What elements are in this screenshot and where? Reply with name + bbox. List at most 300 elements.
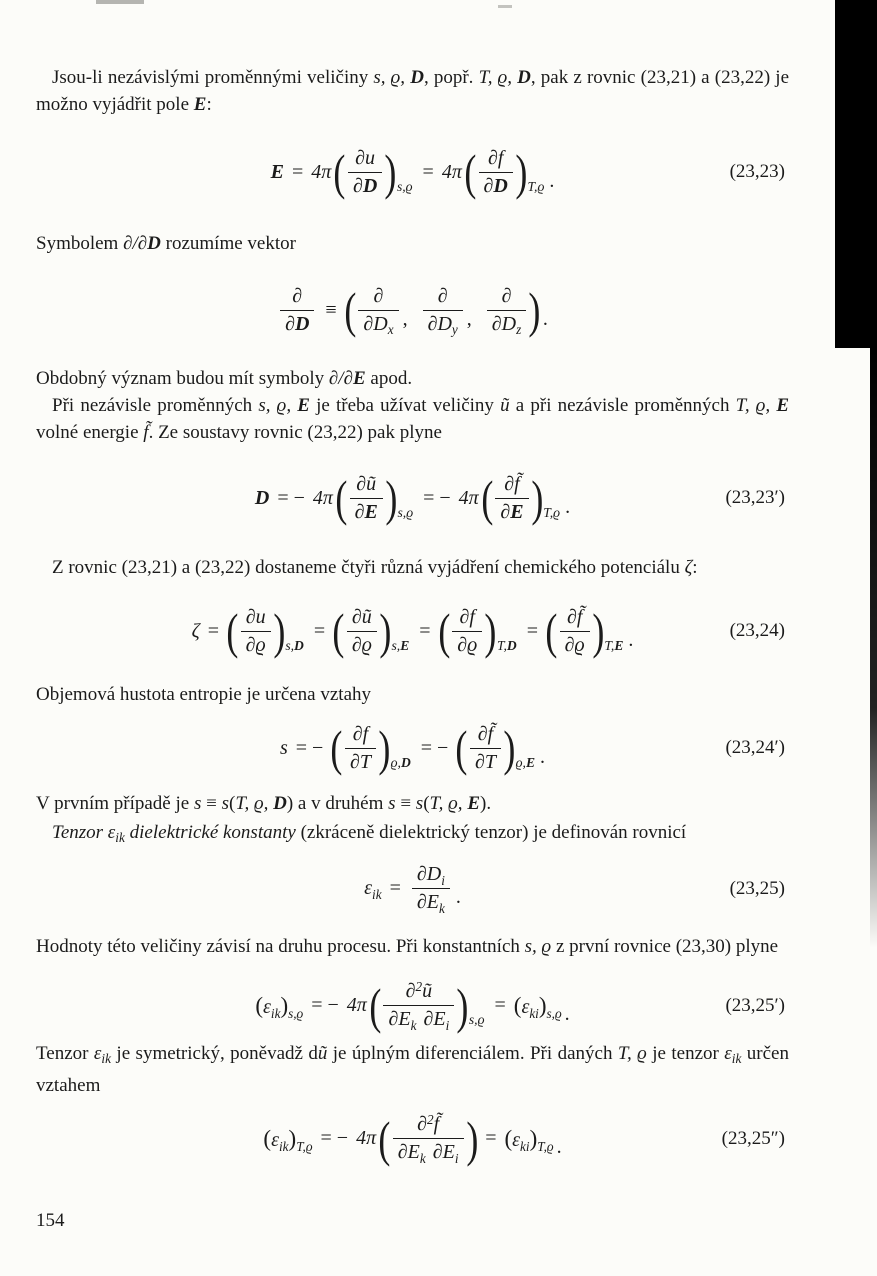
text-segment: s bbox=[415, 793, 424, 814]
right-paren: ) bbox=[456, 977, 469, 1034]
math-token: D bbox=[493, 174, 508, 197]
component-subscript: z bbox=[516, 322, 522, 338]
equation-23-23-prime bbox=[36, 466, 789, 530]
text-segment: ε bbox=[93, 1042, 102, 1064]
text-segment: E bbox=[193, 94, 207, 115]
right-paren: ) bbox=[538, 992, 547, 1018]
math-token: 4π bbox=[441, 160, 462, 183]
text-segment: ∂/∂ bbox=[328, 368, 353, 389]
text-segment: ∂/∂ bbox=[123, 233, 148, 254]
equiv-sign: ≡ bbox=[325, 298, 337, 321]
left-paren: ( bbox=[481, 470, 494, 526]
fraction bbox=[487, 283, 526, 338]
left-paren: ( bbox=[333, 144, 346, 200]
text-segment: ε bbox=[724, 1042, 732, 1064]
text-segment: : bbox=[206, 94, 212, 115]
math-token: ϱ, bbox=[515, 754, 526, 770]
right-paren: ) bbox=[503, 720, 516, 776]
math-token: E bbox=[400, 637, 410, 653]
math-token: u bbox=[365, 146, 376, 169]
math-token: = − bbox=[320, 1127, 349, 1150]
tensor-indices: ik bbox=[278, 1138, 289, 1154]
paragraph-symbol-definition bbox=[36, 230, 789, 257]
paragraph-process-dependence bbox=[36, 933, 789, 960]
math-token: f bbox=[497, 146, 504, 169]
math-token: ε bbox=[521, 995, 530, 1018]
right-paren: ) bbox=[484, 603, 497, 659]
end-period: . bbox=[542, 307, 548, 330]
text-segment: je úplným diferenciálem. Při daných bbox=[327, 1042, 618, 1064]
math-token: ζ bbox=[191, 619, 200, 642]
math-token: ∂ bbox=[423, 1008, 434, 1031]
text-segment: je třeba užívat veličiny bbox=[309, 395, 501, 416]
equation-body bbox=[277, 283, 548, 338]
math-token: f̃ bbox=[433, 1113, 440, 1136]
fraction bbox=[348, 145, 382, 200]
component-subscript: k bbox=[438, 901, 445, 917]
end-period: . bbox=[455, 886, 461, 909]
math-token: D bbox=[506, 637, 517, 653]
equation-23-25 bbox=[36, 859, 789, 919]
scan-artifact-corner bbox=[835, 0, 877, 348]
math-token: T, bbox=[604, 637, 615, 653]
text-segment: D bbox=[410, 67, 424, 88]
left-paren: ( bbox=[263, 1125, 272, 1151]
equation-body bbox=[271, 145, 555, 200]
math-token: = bbox=[389, 877, 401, 900]
math-token: ∂ bbox=[457, 633, 468, 656]
equation-number: (23,23) bbox=[729, 161, 785, 182]
left-paren: ( bbox=[255, 992, 264, 1018]
math-token: D bbox=[400, 754, 411, 770]
paragraph-entropy-density bbox=[36, 681, 789, 708]
equation-number: (23,24′) bbox=[725, 737, 785, 758]
math-token: = bbox=[419, 619, 431, 642]
text-segment: ) a v druhém bbox=[286, 793, 389, 814]
text-segment: s bbox=[193, 793, 202, 814]
text-segment: D bbox=[273, 793, 287, 814]
math-token: = bbox=[422, 160, 434, 183]
text-segment: s, ϱ, bbox=[258, 395, 298, 416]
comma: , bbox=[466, 307, 472, 330]
math-token: ∂ bbox=[373, 284, 384, 307]
constraint-subscript: T,ϱ bbox=[543, 504, 561, 520]
math-token: E bbox=[442, 1141, 455, 1164]
scan-artifact-edge bbox=[870, 348, 877, 948]
text-segment: E bbox=[467, 793, 480, 814]
text-segment: T, ϱ, bbox=[235, 793, 274, 814]
math-token: E bbox=[426, 891, 439, 914]
component-subscript: i bbox=[445, 1018, 450, 1034]
math-token: f bbox=[362, 722, 369, 745]
constraint-subscript bbox=[392, 638, 410, 654]
equation-body bbox=[192, 604, 634, 659]
math-token: = bbox=[494, 994, 506, 1017]
fraction bbox=[350, 471, 383, 526]
equation-body bbox=[263, 1111, 561, 1166]
equation-23-23 bbox=[36, 140, 789, 204]
component-subscript: k bbox=[419, 1151, 426, 1167]
math-token: ∂ bbox=[352, 722, 363, 745]
paragraph-independent-variables bbox=[36, 64, 789, 118]
right-paren: ) bbox=[378, 720, 391, 776]
math-token: E bbox=[614, 637, 624, 653]
text-segment: , popř. bbox=[423, 67, 479, 88]
end-period: . bbox=[549, 169, 555, 192]
fraction bbox=[560, 604, 590, 659]
constraint-subscript: s,ϱ bbox=[396, 178, 413, 194]
constraint-subscript: T,ϱ bbox=[296, 1138, 313, 1154]
math-token: ∂ bbox=[500, 500, 511, 523]
math-token: E bbox=[433, 1008, 446, 1031]
math-token: 4π bbox=[346, 994, 367, 1017]
math-token: = − bbox=[420, 736, 449, 759]
math-token: ∂ bbox=[474, 750, 485, 773]
math-token: = bbox=[291, 160, 304, 183]
end-period: . bbox=[556, 1136, 562, 1159]
text-segment: T, ϱ, bbox=[478, 67, 518, 88]
left-paren: ( bbox=[437, 603, 450, 659]
math-token: T bbox=[359, 750, 371, 773]
left-paren: ( bbox=[378, 1110, 391, 1167]
text-segment: , pak z rovnic (23,21) a (23,22) je možno vyjádřit pole bbox=[36, 67, 790, 115]
math-token: 4π bbox=[311, 160, 332, 183]
math-token: ∂ bbox=[487, 146, 498, 169]
equation-23-25-doubleprime bbox=[36, 1105, 789, 1173]
math-token: ∂ bbox=[349, 750, 360, 773]
math-token: ∂ bbox=[566, 605, 577, 628]
fraction bbox=[495, 471, 528, 526]
text-segment: s bbox=[388, 793, 396, 814]
math-token: ∂ bbox=[427, 312, 438, 335]
math-token: f̃ bbox=[576, 605, 583, 628]
math-token: ∂ bbox=[351, 633, 362, 656]
math-token: ∂ bbox=[245, 605, 256, 628]
text-segment: : bbox=[692, 557, 698, 578]
text-segment: T, ϱ bbox=[617, 1042, 647, 1064]
fraction bbox=[423, 283, 463, 338]
text-segment: ( bbox=[228, 793, 236, 814]
right-paren: ) bbox=[273, 603, 286, 659]
constraint-subscript: s,ϱ bbox=[546, 1005, 562, 1021]
math-token: s, bbox=[285, 637, 295, 653]
math-token: ∂ bbox=[354, 500, 365, 523]
text-segment: s bbox=[221, 793, 229, 814]
text-segment: T, ϱ, bbox=[735, 395, 777, 416]
component-subscript: y bbox=[451, 322, 458, 338]
math-token: f̃ bbox=[487, 722, 494, 745]
left-paren: ( bbox=[464, 144, 477, 200]
constraint-subscript: T,ϱ bbox=[527, 178, 545, 194]
right-paren: ) bbox=[528, 282, 541, 338]
text-segment: Při nezávisle proměnných bbox=[52, 395, 259, 416]
tensor-rhs bbox=[504, 1126, 553, 1152]
tensor-symbol bbox=[364, 877, 382, 903]
math-token: = − bbox=[295, 736, 324, 759]
equation-body bbox=[280, 721, 545, 776]
right-paren: ) bbox=[465, 1110, 478, 1167]
exponent: 2 bbox=[415, 978, 423, 994]
equation-number: (23,24) bbox=[729, 620, 785, 641]
math-token: ∂ bbox=[416, 863, 427, 886]
math-token: = − bbox=[311, 994, 339, 1017]
math-token: D bbox=[294, 637, 304, 653]
text-segment: ũ bbox=[317, 1042, 328, 1064]
math-token: ∂ bbox=[405, 980, 416, 1003]
left-paren: ( bbox=[330, 720, 343, 776]
math-token: = − bbox=[423, 486, 451, 509]
text-segment: Objemová hustota entropie je určena vztahy bbox=[36, 684, 372, 705]
right-paren: ) bbox=[592, 603, 605, 659]
math-token: u bbox=[255, 605, 266, 628]
math-token: E bbox=[525, 754, 536, 770]
text-segment: s, ϱ, bbox=[373, 67, 411, 88]
text-segment: T, ϱ, bbox=[429, 793, 468, 814]
constraint-subscript bbox=[285, 638, 304, 654]
text-segment: E bbox=[776, 395, 789, 416]
text-segment: Jsou-li nezávislými proměnnými veličiny bbox=[52, 67, 374, 88]
scan-artifact-speck bbox=[498, 5, 512, 8]
math-token: ∂ bbox=[352, 174, 363, 197]
constraint-subscript: s,ϱ bbox=[468, 1012, 485, 1028]
math-token: ∂ bbox=[459, 605, 470, 628]
math-token: 4π bbox=[356, 1127, 377, 1150]
math-token: ∂ bbox=[397, 1141, 408, 1164]
math-token: ∂ bbox=[501, 284, 512, 307]
math-token: 4π bbox=[312, 486, 333, 509]
text-segment: Obdobný význam budou mít symboly bbox=[36, 368, 329, 389]
tensor-rhs bbox=[514, 993, 562, 1019]
text-segment: ζ bbox=[684, 557, 693, 578]
paragraph-free-energy bbox=[36, 392, 789, 446]
text-segment: ≡ bbox=[395, 793, 416, 814]
text-segment: ũ bbox=[500, 395, 510, 416]
end-period: . bbox=[628, 628, 634, 651]
scan-artifact-speck bbox=[96, 0, 144, 4]
right-paren: ) bbox=[385, 470, 398, 526]
math-token: = bbox=[526, 619, 538, 642]
tensor-indices: ki bbox=[520, 1138, 530, 1154]
text-segment: ≡ bbox=[201, 793, 222, 814]
text-segment: (zkráceně dielektrický tenzor) je definován rovnicí bbox=[295, 822, 687, 843]
component-subscript: i bbox=[441, 873, 445, 889]
end-period: . bbox=[540, 745, 546, 768]
math-token: ∂ bbox=[504, 472, 515, 495]
text-segment: Symbolem bbox=[36, 233, 124, 254]
fraction bbox=[347, 604, 377, 659]
text-segment: ik bbox=[731, 1050, 742, 1066]
left-paren: ( bbox=[513, 992, 522, 1018]
math-token: ũ bbox=[361, 605, 372, 628]
text-segment: Tenzor ε bbox=[52, 822, 116, 843]
math-token: ∂ bbox=[292, 284, 303, 307]
tensor-lhs bbox=[255, 993, 303, 1019]
constraint-subscript bbox=[391, 755, 411, 771]
math-token: ∂ bbox=[416, 891, 427, 914]
math-token: D bbox=[373, 312, 388, 335]
fraction bbox=[470, 721, 501, 776]
equation-23-25-prime bbox=[36, 972, 789, 1040]
left-paren: ( bbox=[226, 603, 239, 659]
equation-partial-vector bbox=[36, 277, 789, 343]
math-token: ∂ bbox=[355, 146, 366, 169]
math-token: ∂ bbox=[437, 284, 448, 307]
text-segment: Hodnoty této veličiny závisí na druhu procesu. Při konstantních bbox=[36, 935, 525, 957]
math-token: ∂ bbox=[245, 633, 256, 656]
comma: , bbox=[402, 307, 408, 330]
page-number: 154 bbox=[36, 1210, 65, 1231]
right-paren: ) bbox=[280, 992, 289, 1018]
math-token: D bbox=[362, 174, 378, 197]
text-segment: ik bbox=[115, 829, 125, 845]
math-token: = bbox=[485, 1127, 497, 1150]
math-token: f bbox=[469, 605, 475, 628]
math-token: ∂ bbox=[285, 312, 295, 335]
math-token: ∂ bbox=[351, 605, 362, 628]
fraction bbox=[393, 1111, 464, 1166]
math-token: ϱ bbox=[255, 633, 266, 656]
right-paren: ) bbox=[530, 470, 543, 526]
constraint-subscript bbox=[604, 638, 623, 654]
left-paren: ( bbox=[455, 720, 468, 776]
equation-number: (23,25″) bbox=[721, 1127, 785, 1149]
math-token: = − bbox=[277, 486, 305, 509]
end-period: . bbox=[564, 1003, 570, 1026]
math-token: E bbox=[398, 1008, 411, 1031]
text-segment: je symetrický, poněvadž d bbox=[111, 1042, 318, 1064]
text-segment: s, ϱ bbox=[524, 935, 552, 957]
math-token: T bbox=[484, 750, 496, 773]
fraction bbox=[412, 861, 450, 916]
text-segment: ( bbox=[423, 793, 430, 814]
constraint-subscript bbox=[497, 638, 517, 654]
math-token: ϱ bbox=[467, 633, 478, 656]
math-token: s, bbox=[391, 637, 401, 653]
text-segment: volné energie bbox=[36, 422, 144, 443]
equation-number: (23,23′) bbox=[725, 487, 785, 508]
right-paren: ) bbox=[515, 144, 528, 200]
exponent: 2 bbox=[427, 1111, 434, 1127]
left-paren: ( bbox=[369, 977, 382, 1034]
text-segment: z první rovnice (23,30) plyne bbox=[551, 935, 779, 957]
math-token: D bbox=[501, 312, 517, 335]
math-token: ∂ bbox=[363, 312, 374, 335]
tensor-lhs bbox=[263, 1126, 312, 1152]
text-segment: f̃ bbox=[143, 422, 149, 443]
constraint-subscript: s,ϱ bbox=[288, 1005, 304, 1021]
paragraph-first-second-case bbox=[36, 790, 789, 817]
math-token: = bbox=[313, 619, 326, 642]
text-segment: Z rovnic (23,21) a (23,22) dostaneme čtyři různá vyjádření chemického potenciálu bbox=[52, 557, 685, 578]
left-paren: ( bbox=[545, 603, 558, 659]
equation-23-24-prime bbox=[36, 716, 789, 780]
text-segment: E bbox=[297, 395, 310, 416]
math-token: ũ bbox=[366, 472, 377, 495]
text-segment: D bbox=[147, 233, 161, 254]
text-segment: a při nezávisle proměnných bbox=[509, 395, 736, 416]
tensor-indices: ik bbox=[372, 887, 382, 903]
component-subscript: i bbox=[454, 1151, 459, 1167]
equation-body bbox=[255, 471, 570, 526]
right-paren: ) bbox=[288, 1125, 297, 1151]
math-token: f̃ bbox=[514, 472, 520, 495]
paragraph-symmetry bbox=[36, 1040, 789, 1099]
left-paren: ( bbox=[335, 470, 348, 526]
constraint-subscript bbox=[516, 755, 535, 771]
text-column bbox=[36, 64, 789, 1173]
fraction bbox=[345, 721, 376, 776]
math-token: E bbox=[407, 1141, 420, 1164]
text-segment: je tenzor bbox=[646, 1042, 725, 1064]
math-token: ∂ bbox=[356, 472, 367, 495]
equation-number: (23,25′) bbox=[725, 994, 785, 1016]
right-paren: ) bbox=[379, 603, 392, 659]
math-token: ∂ bbox=[564, 633, 575, 656]
fraction bbox=[280, 283, 314, 338]
math-token: ∂ bbox=[432, 1141, 443, 1164]
math-token: ũ bbox=[422, 980, 433, 1003]
component-subscript: k bbox=[410, 1018, 417, 1034]
math-token: ε bbox=[512, 1128, 521, 1151]
right-paren: ) bbox=[529, 1125, 538, 1151]
math-token: T, bbox=[496, 637, 507, 653]
equation-number: (23,25) bbox=[729, 877, 785, 899]
text-segment: apod. bbox=[365, 368, 413, 389]
math-token: ϱ bbox=[574, 633, 585, 656]
equation-23-24 bbox=[36, 599, 789, 663]
left-paren: ( bbox=[332, 603, 345, 659]
math-token: ε bbox=[263, 995, 271, 1018]
text-segment: ). bbox=[480, 793, 492, 814]
math-token: ∂ bbox=[477, 722, 488, 745]
text-segment: V prvním případě je bbox=[36, 793, 194, 814]
fraction bbox=[452, 604, 482, 659]
constraint-subscript: s,ϱ bbox=[397, 504, 414, 520]
text-segment: Tenzor bbox=[36, 1042, 94, 1064]
math-token: D bbox=[254, 486, 270, 509]
text-segment: . Ze soustavy rovnic (23,22) pak plyne bbox=[148, 422, 442, 443]
equation-body bbox=[364, 861, 461, 916]
fraction bbox=[358, 283, 398, 338]
constraint-subscript: T,ϱ bbox=[537, 1138, 554, 1154]
fraction bbox=[383, 978, 454, 1033]
text-segment: rozumíme vektor bbox=[160, 233, 296, 254]
math-token: ∂ bbox=[491, 312, 502, 335]
math-token: E bbox=[270, 160, 284, 183]
math-token: D bbox=[294, 312, 310, 335]
text-segment: D bbox=[517, 67, 531, 88]
paragraph-analogous-symbols bbox=[36, 365, 789, 392]
left-paren: ( bbox=[504, 1125, 513, 1151]
text-segment: ik bbox=[101, 1050, 111, 1066]
tensor-indices: ik bbox=[270, 1005, 281, 1021]
tensor-indices: ki bbox=[529, 1005, 539, 1021]
math-token: = bbox=[207, 619, 219, 642]
math-token: s bbox=[279, 736, 288, 759]
paragraph-chemical-potential bbox=[36, 554, 789, 581]
math-token: D bbox=[426, 863, 442, 886]
math-token: D bbox=[437, 312, 452, 335]
math-token: ϱ bbox=[361, 633, 372, 656]
end-period: . bbox=[565, 495, 571, 518]
math-token: 4π bbox=[458, 486, 479, 509]
math-token: ε bbox=[271, 1128, 279, 1151]
math-token: ∂ bbox=[417, 1113, 428, 1136]
fraction bbox=[479, 145, 513, 200]
math-token: ∂ bbox=[388, 1008, 399, 1031]
math-token: E bbox=[510, 500, 524, 523]
equation-body bbox=[255, 978, 569, 1033]
